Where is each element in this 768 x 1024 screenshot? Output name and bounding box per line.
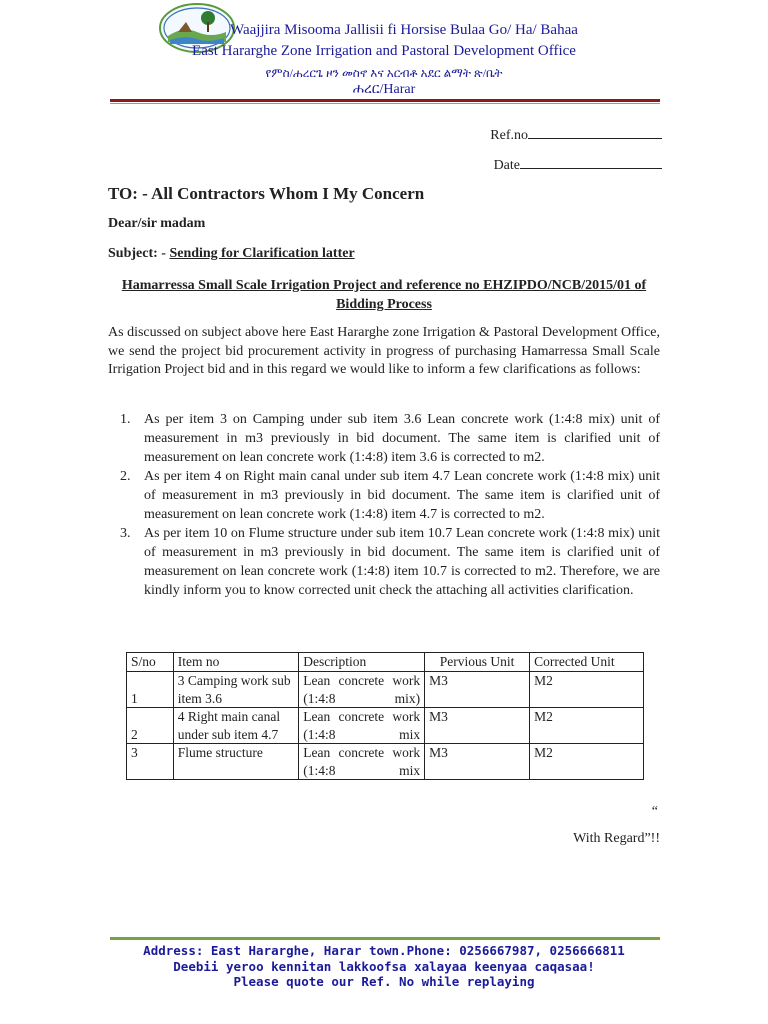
cell-previous-unit: M3 (425, 744, 530, 780)
cell-item: Flume structure (173, 744, 299, 780)
cell-corrected-unit: M2 (530, 672, 644, 708)
date-field (494, 155, 662, 174)
salutation: Dear/sir madam (108, 216, 206, 231)
intro-paragraph: As discussed on subject above here East Hararghe zone Irrigation & Pastoral Development Office, we send the project bid procurement activity in progress of purchasing Hamarressa Small Scale Irrigation Project bid and in this regard we would like to inform a few clarifications as follows: (108, 325, 660, 377)
subject-label: Subject: - (108, 246, 170, 261)
table-header-row (127, 653, 644, 672)
list-item-number: 3. (120, 526, 131, 541)
closing-quote-mark: “ (651, 804, 658, 819)
closing-regard: With Regard”!! (573, 831, 660, 846)
letterhead-city-line: ሐረር/Harar (352, 82, 416, 97)
ref-no-blank (528, 125, 662, 139)
cell-previous-unit: M3 (425, 708, 530, 744)
letterhead-amharic-line: የምስ/ሐረርጌ ዞን መስኖ እና አርብቶ አደር ልማት ጽ/ቤት (265, 66, 503, 80)
column-header: Item no (173, 653, 299, 672)
cell-corrected-unit: M2 (530, 708, 644, 744)
cell-description: Lean concrete work (1:4:8 mix (299, 744, 425, 780)
list-item (108, 410, 660, 467)
list-item-text: As per item 3 on Camping under sub item 3.6 Lean concrete work (1:4:8 mix) unit of measurement in m3 previously in bid document. The same item is clarified unit of measurement on lean concrete work (1:4:8) item 3.6 is corrected to m2. (144, 412, 660, 465)
date-blank (520, 155, 662, 169)
list-item-text: As per item 4 on Right main canal under sub item 4.7 Lean concrete work (1:4:8 mix) unit of measurement in m3 previously in bid document. The same item is clarified unit of measurement on lean concrete work (1:4:8) item 4.7 is corrected to m2. (144, 469, 660, 522)
footer-note: Please quote our Ref. No while replaying (233, 974, 535, 989)
letterhead-oromo-line: Waajjira Misooma Jallisii fi Horsise Bulaa Go/ Ha/ Bahaa (230, 22, 578, 38)
list-item-number: 1. (120, 412, 131, 427)
list-item (108, 467, 660, 524)
date-label: Date (493, 158, 520, 173)
cell-sno: 2 (127, 708, 174, 744)
clarification-list (108, 410, 660, 600)
column-header: Corrected Unit (530, 653, 644, 672)
table-row (127, 672, 644, 708)
recipient-line: TO: - All Contractors Whom I My Concern (108, 184, 425, 203)
cell-item: 4 Right main canal under sub item 4.7 (173, 708, 299, 744)
footer-rule (110, 937, 660, 940)
column-header: S/no (127, 653, 174, 672)
letterhead-rule-thin (110, 103, 660, 104)
letterhead-rule (110, 99, 660, 102)
footer-motto: Deebii yeroo kennitan lakkoofsa xalayaa keenyaa caqasaa! (173, 959, 595, 974)
letterhead-english-line: East Hararghe Zone Irrigation and Pastoral Development Office (192, 43, 576, 59)
subject-line (108, 246, 355, 262)
ref-no-field (490, 125, 662, 144)
table-row (127, 744, 644, 780)
column-header: Description (299, 653, 425, 672)
cell-sno: 3 (127, 744, 174, 780)
ref-no-label: Ref.no (490, 128, 528, 143)
cell-previous-unit: M3 (425, 672, 530, 708)
project-title: Hamarressa Small Scale Irrigation Project and reference no EHZIPDO/NCB/2015/01 of Bidding Process (121, 278, 647, 312)
list-item (108, 524, 660, 600)
list-item-text: As per item 10 on Flume structure under sub item 10.7 Lean concrete work (1:4:8 mix) unit of measurement in m3 previously in bid document. The same item is clarified unit of measurement on lean concrete work (1:4:8) item 10.7 is corrected to m2. Therefore, we are kindly inform you to know corrected unit check the attaching all activities clarification. (144, 526, 660, 598)
footer-address: Address: East Hararghe, Harar town.Phone: 0256667987, 0256666811 (143, 943, 625, 958)
list-item-number: 2. (120, 469, 131, 484)
table-row (127, 708, 644, 744)
subject-text: Sending for Clarification latter (169, 246, 355, 261)
cell-item: 3 Camping work sub item 3.6 (173, 672, 299, 708)
clarification-table (126, 652, 644, 780)
cell-description: Lean concrete work (1:4:8 mix (299, 708, 425, 744)
cell-sno: 1 (127, 672, 174, 708)
cell-corrected-unit: M2 (530, 744, 644, 780)
column-header: Pervious Unit (425, 653, 530, 672)
cell-description: Lean concrete work (1:4:8 mix) (299, 672, 425, 708)
